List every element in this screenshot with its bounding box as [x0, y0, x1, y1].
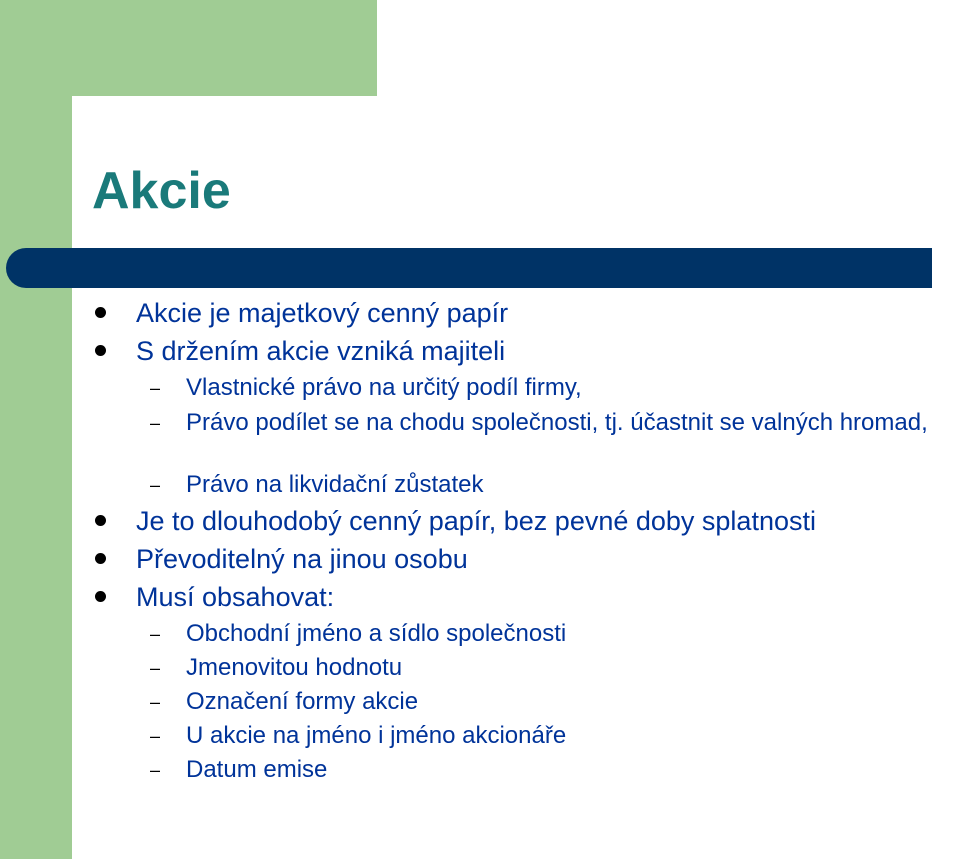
bullet-dash-icon: – — [150, 760, 161, 780]
list-subitem-text: Obchodní jméno a sídlo společnosti — [186, 620, 567, 647]
bullet-disc-icon — [95, 307, 106, 318]
bullet-disc-icon — [95, 345, 106, 356]
bullet-disc-icon — [95, 591, 106, 602]
bullet-dash-icon: – — [150, 658, 161, 678]
list-item-text: Je to dlouhodobý cenný papír, bez pevné doby splatnosti — [136, 506, 816, 536]
list-item-text: Musí obsahovat: — [136, 582, 335, 612]
list-item-text: S držením akcie vzniká majiteli — [136, 336, 506, 366]
slide-title: Akcie — [92, 162, 231, 220]
list-subitem-text: Jmenovitou hodnotu — [186, 654, 403, 681]
bullet-dash-icon: – — [150, 475, 161, 495]
bullet-dash-icon: – — [150, 624, 161, 644]
list-item-text: Akcie je majetkový cenný papír — [136, 298, 509, 328]
bullet-disc-icon — [95, 553, 106, 564]
list-subitem-text: Vlastnické právo na určitý podíl firmy, — [186, 374, 582, 401]
list-subitem-text: U akcie na jméno i jméno akcionáře — [186, 722, 567, 749]
list-subitem-text: Právo na likvidační zůstatek — [186, 471, 484, 498]
bullet-dash-icon: – — [150, 692, 161, 712]
list-subitem-text: Právo podílet se na chodu společnosti, tj. účastnit se valných hromad, — [186, 409, 928, 436]
bullet-dash-icon: – — [150, 726, 161, 746]
bullet-dash-icon: – — [150, 413, 161, 433]
list-item-text: Převoditelný na jinou osobu — [136, 544, 468, 574]
bullet-disc-icon — [95, 515, 106, 526]
list-subitem-text: Datum emise — [186, 756, 328, 783]
bullet-dash-icon: – — [150, 378, 161, 398]
list-subitem-text: Označení formy akcie — [186, 688, 419, 715]
